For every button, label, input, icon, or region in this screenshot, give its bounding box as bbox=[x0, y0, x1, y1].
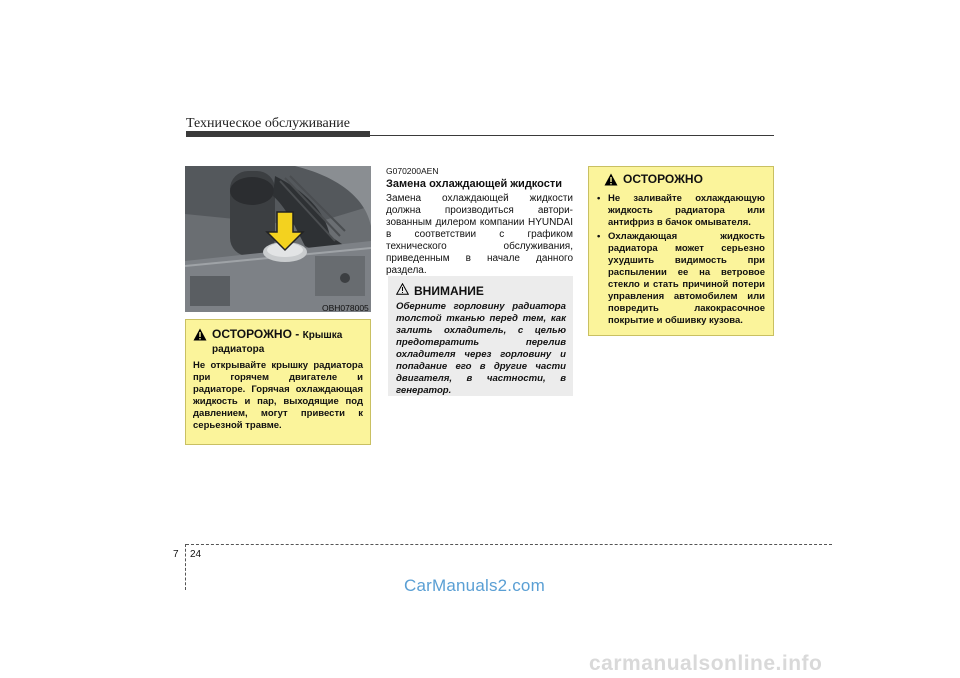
chapter-number: 7 bbox=[173, 549, 179, 560]
caution-triangle-icon bbox=[396, 283, 409, 298]
radiator-cap-photo bbox=[185, 166, 371, 312]
warning-radiator-cap bbox=[185, 319, 371, 445]
figure-code: OBH078005 bbox=[322, 303, 369, 313]
warning-body: Не открывайте крышку радиатора при горячем двигателе и радиаторе. Горячая охлаждающая жидкость и пар, выходящие под давлением, могут привести к серьезной травме. bbox=[193, 360, 363, 431]
warning-title: ОСТОРОЖНО - bbox=[212, 327, 300, 341]
header-rule bbox=[370, 135, 774, 136]
chapter-header-title: Техническое обслуживание bbox=[186, 116, 350, 131]
warning-list-item: • Не заливайте охлаждающую жидкость радиатора или антифриз в бачок омывателя. bbox=[596, 193, 765, 229]
section-code: G070200AEN bbox=[386, 166, 439, 176]
warning-coolant bbox=[588, 166, 774, 336]
warning-list-item: • Охлаждающая жидкость радиатора может серьезно ухудшить видимость при распылении ее на ветровое стекло и стать причиной потери управления автомобилем или повредить лакокрасочное покрытие и обшивку кузова. bbox=[596, 231, 765, 327]
notice-box bbox=[388, 276, 573, 396]
warning-list bbox=[596, 193, 765, 327]
header-bar bbox=[186, 131, 370, 137]
notice-body: Оберните горловину радиатора толстой тканью перед тем, как залить охладитель, с целью предотвратить перелив охладителя через горловину и попадание его в другие части двигателя, в частности, в генератор. bbox=[396, 301, 566, 396]
footer-rule bbox=[186, 544, 832, 545]
warning-subtitle: Крышка радиатора bbox=[212, 330, 343, 355]
notice-title: ВНИМАНИЕ bbox=[414, 283, 484, 298]
watermark-text: carmanualsonline.info bbox=[589, 652, 823, 675]
footer-vertical-rule bbox=[185, 544, 186, 590]
page-number: 24 bbox=[190, 549, 202, 560]
section-paragraph: Замена охлаждающей жидкости должна производиться автори-зованным дилером компании HYUNDAI в соответствии с графиком технического обслуживания, приведенным в начале данного раздела. bbox=[386, 193, 573, 276]
section-title: Замена охлаждающей жидкости bbox=[386, 178, 563, 190]
warning-triangle-icon bbox=[193, 328, 207, 344]
warning-triangle-icon bbox=[604, 173, 618, 189]
engine-bay-illustration bbox=[185, 166, 371, 312]
warning-title: ОСТОРОЖНО bbox=[623, 172, 703, 186]
watermark-link[interactable]: CarManuals2.com bbox=[404, 576, 545, 595]
